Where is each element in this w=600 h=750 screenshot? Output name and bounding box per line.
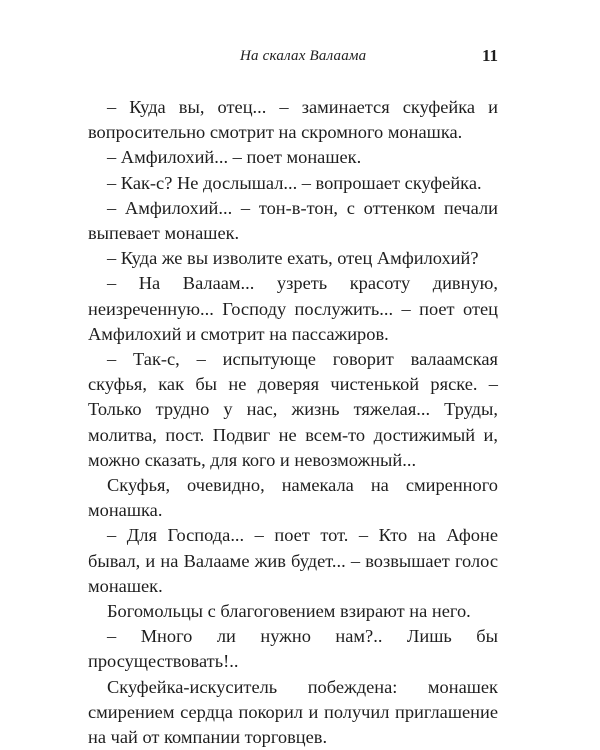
paragraph: – Куда же вы изволите ехать, отец Амфилохий?	[107, 248, 479, 269]
paragraph: – Так-с, – испытующе говорит валаамская скуфья, как бы не доверяя чистенькой ряске. – Только трудно у нас, жизнь тяжелая... Труды, молитва, пост. Подвиг не всем-то достижимый и, можно сказать, для кого и невозможный...	[88, 349, 498, 470]
paragraph: – Много ли нужно нам?.. Лишь бы просуществовать!..	[88, 626, 498, 672]
paragraph: Скуфья, очевидно, намекала на смиренного монашка.	[88, 475, 498, 521]
running-title: На скалах Валаама	[240, 48, 367, 64]
paragraph: – Амфилохий... – тон-в-тон, с оттенком печали выпевает монашек.	[88, 197, 498, 244]
paragraph: – Куда вы, отец... – заминается скуфейка и вопросительно смотрит на скромного монашка.	[88, 97, 498, 143]
running-header	[88, 48, 498, 70]
body-text	[88, 95, 498, 750]
paragraph: – Для Господа... – поет тот. – Кто на Афоне бывал, и на Валааме жив будет... – возвышает голос монашек.	[88, 525, 498, 596]
paragraph: – На Валаам... узреть красоту дивную, неизреченную... Господу послужить... – поет отец Амфилохий и смотрит на пассажиров.	[88, 273, 498, 344]
paragraph: Скуфейка-искуситель побеждена: монашек смирением сердца покорил и получил приглашение на чай от компании торговцев.	[88, 676, 498, 748]
page-number: 11	[481, 46, 498, 65]
paragraph: – Как-с? Не дослышал... – вопрошает скуфейка.	[107, 172, 482, 193]
paragraph: Богомольцы с благоговением взирают на него.	[107, 601, 471, 622]
paragraph: – Амфилохий... – поет монашек.	[107, 147, 362, 168]
